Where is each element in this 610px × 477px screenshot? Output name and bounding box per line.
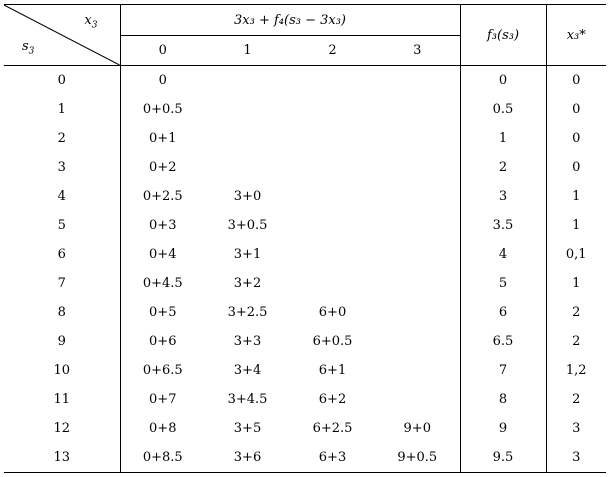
value-cell (205, 95, 290, 124)
dp-table-container (4, 4, 606, 473)
value-cell: 0+3 (149, 218, 177, 233)
value-cell (375, 269, 460, 298)
value-cell: 3+6 (205, 443, 290, 473)
value-cell: 3+1 (233, 247, 262, 262)
value-cell: 9+0.5 (375, 443, 460, 473)
value-cell: 6+0.5 (312, 334, 353, 349)
xstar-cell: 0 (572, 160, 581, 175)
value-cell: 3+5 (233, 421, 262, 436)
x-value-header: 1 (205, 36, 290, 66)
s-cell: 9 (4, 327, 120, 356)
value-cell: 3+3 (233, 334, 262, 349)
s-cell: 6 (4, 240, 120, 269)
table-row (4, 153, 606, 182)
value-cell (290, 66, 375, 96)
f-cell: 0 (460, 66, 546, 96)
s-cell: 13 (4, 443, 120, 473)
table-row (4, 182, 606, 211)
xstar-header (546, 5, 606, 66)
value-cell (375, 182, 460, 211)
dp-table (4, 4, 606, 473)
f-cell: 0.5 (460, 95, 546, 124)
value-cell (375, 153, 460, 182)
table-row (4, 327, 606, 356)
f-cell: 4 (460, 240, 546, 269)
s-cell: 12 (4, 414, 120, 443)
xstar-cell: 2 (572, 305, 581, 320)
value-cell (290, 95, 375, 124)
value-cell (375, 211, 460, 240)
value-cell (375, 240, 460, 269)
xstar-cell: 1 (572, 189, 581, 204)
value-cell (205, 153, 290, 182)
x-value-header: 2 (290, 36, 375, 66)
s-cell: 3 (4, 153, 120, 182)
value-cell (290, 211, 375, 240)
value-cell (290, 153, 375, 182)
value-cell (375, 124, 460, 153)
f-cell: 3.5 (460, 211, 546, 240)
f-cell: 1 (460, 124, 546, 153)
x-value-header: 3 (375, 36, 460, 66)
value-cell: 0+8.5 (120, 443, 205, 473)
table-row (4, 414, 606, 443)
value-cell: 0+2.5 (142, 189, 183, 204)
value-cell: 3+4.5 (227, 392, 268, 407)
value-cell (290, 182, 375, 211)
value-cell: 0+0.5 (142, 102, 183, 117)
value-cell (290, 269, 375, 298)
s-cell: 4 (4, 182, 120, 211)
s-cell: 11 (4, 385, 120, 414)
value-cell: 6+2.5 (312, 421, 353, 436)
value-cell (375, 327, 460, 356)
value-cell (205, 66, 290, 96)
s-cell: 5 (4, 211, 120, 240)
xstar-cell: 0 (572, 102, 581, 117)
value-cell: 0+7 (149, 392, 177, 407)
xstar-cell: 2 (572, 392, 581, 407)
s-cell: 10 (4, 356, 120, 385)
value-cell (290, 124, 375, 153)
xstar-cell: 0 (572, 73, 581, 88)
group-header (120, 5, 460, 36)
value-cell: 6+2 (318, 392, 347, 407)
xstar-header-label: x₃* (566, 27, 586, 43)
corner-s-label: $s_3$ (22, 39, 35, 57)
f3-header-label: f₃(s₃) (486, 27, 520, 43)
table-row (4, 124, 606, 153)
value-cell: 3+4 (233, 363, 262, 378)
value-cell: 3+2 (233, 276, 262, 291)
value-cell: 6+0 (318, 305, 347, 320)
xstar-cell: 2 (572, 334, 581, 349)
value-cell (375, 385, 460, 414)
s-cell: 7 (4, 269, 120, 298)
dp-table-body (4, 66, 606, 473)
xstar-cell: 3 (572, 421, 581, 436)
table-row (4, 66, 606, 96)
table-row (4, 385, 606, 414)
value-cell (375, 95, 460, 124)
f-cell: 9 (460, 414, 546, 443)
value-cell: 0+4.5 (142, 276, 183, 291)
xstar-cell: 0 (572, 131, 581, 146)
xstar-cell: 1,2 (565, 363, 587, 378)
value-cell (375, 356, 460, 385)
value-cell (375, 298, 460, 327)
s-cell: 8 (4, 298, 120, 327)
group-header-label: 3x₃ + f₄(s₃ − 3x₃) (234, 12, 346, 28)
s-cell: 2 (4, 124, 120, 153)
f-cell: 2 (460, 153, 546, 182)
s-cell: 1 (4, 95, 120, 124)
value-cell: 6+3 (290, 443, 375, 473)
f-cell: 7 (460, 356, 546, 385)
value-cell: 0 (158, 73, 167, 88)
value-cell (205, 124, 290, 153)
f-cell: 6.5 (460, 327, 546, 356)
value-cell: 3+2.5 (227, 305, 268, 320)
xstar-cell: 0,1 (565, 247, 587, 262)
f3-header (460, 5, 546, 66)
f-cell: 6 (460, 298, 546, 327)
value-cell: 0+6 (149, 334, 177, 349)
table-row (4, 443, 606, 473)
table-row (4, 211, 606, 240)
value-cell: 0+1 (149, 131, 177, 146)
value-cell: 3+0 (233, 189, 262, 204)
f-cell: 3 (460, 182, 546, 211)
value-cell: 0+5 (149, 305, 177, 320)
value-cell: 0+6.5 (142, 363, 183, 378)
table-row (4, 95, 606, 124)
s-cell: 0 (4, 66, 120, 96)
xstar-cell: 1 (572, 276, 581, 291)
value-cell: 6+1 (318, 363, 347, 378)
corner-header-cell (4, 5, 120, 66)
f-cell: 8 (460, 385, 546, 414)
value-cell: 0+4 (149, 247, 177, 262)
value-cell: 3+0.5 (227, 218, 268, 233)
table-row (4, 240, 606, 269)
table-row (4, 269, 606, 298)
f-cell: 5 (460, 269, 546, 298)
table-row (4, 356, 606, 385)
x-value-header: 0 (120, 36, 205, 66)
value-cell (375, 66, 460, 96)
value-cell: 0+2 (149, 160, 177, 175)
value-cell: 0+8 (149, 421, 177, 436)
value-cell: 9+0 (375, 414, 460, 443)
value-cell (290, 240, 375, 269)
xstar-cell: 3 (546, 443, 606, 473)
table-row (4, 298, 606, 327)
xstar-cell: 1 (572, 218, 581, 233)
corner-x-label: $x_3$ (84, 13, 98, 31)
f-cell: 9.5 (460, 443, 546, 473)
